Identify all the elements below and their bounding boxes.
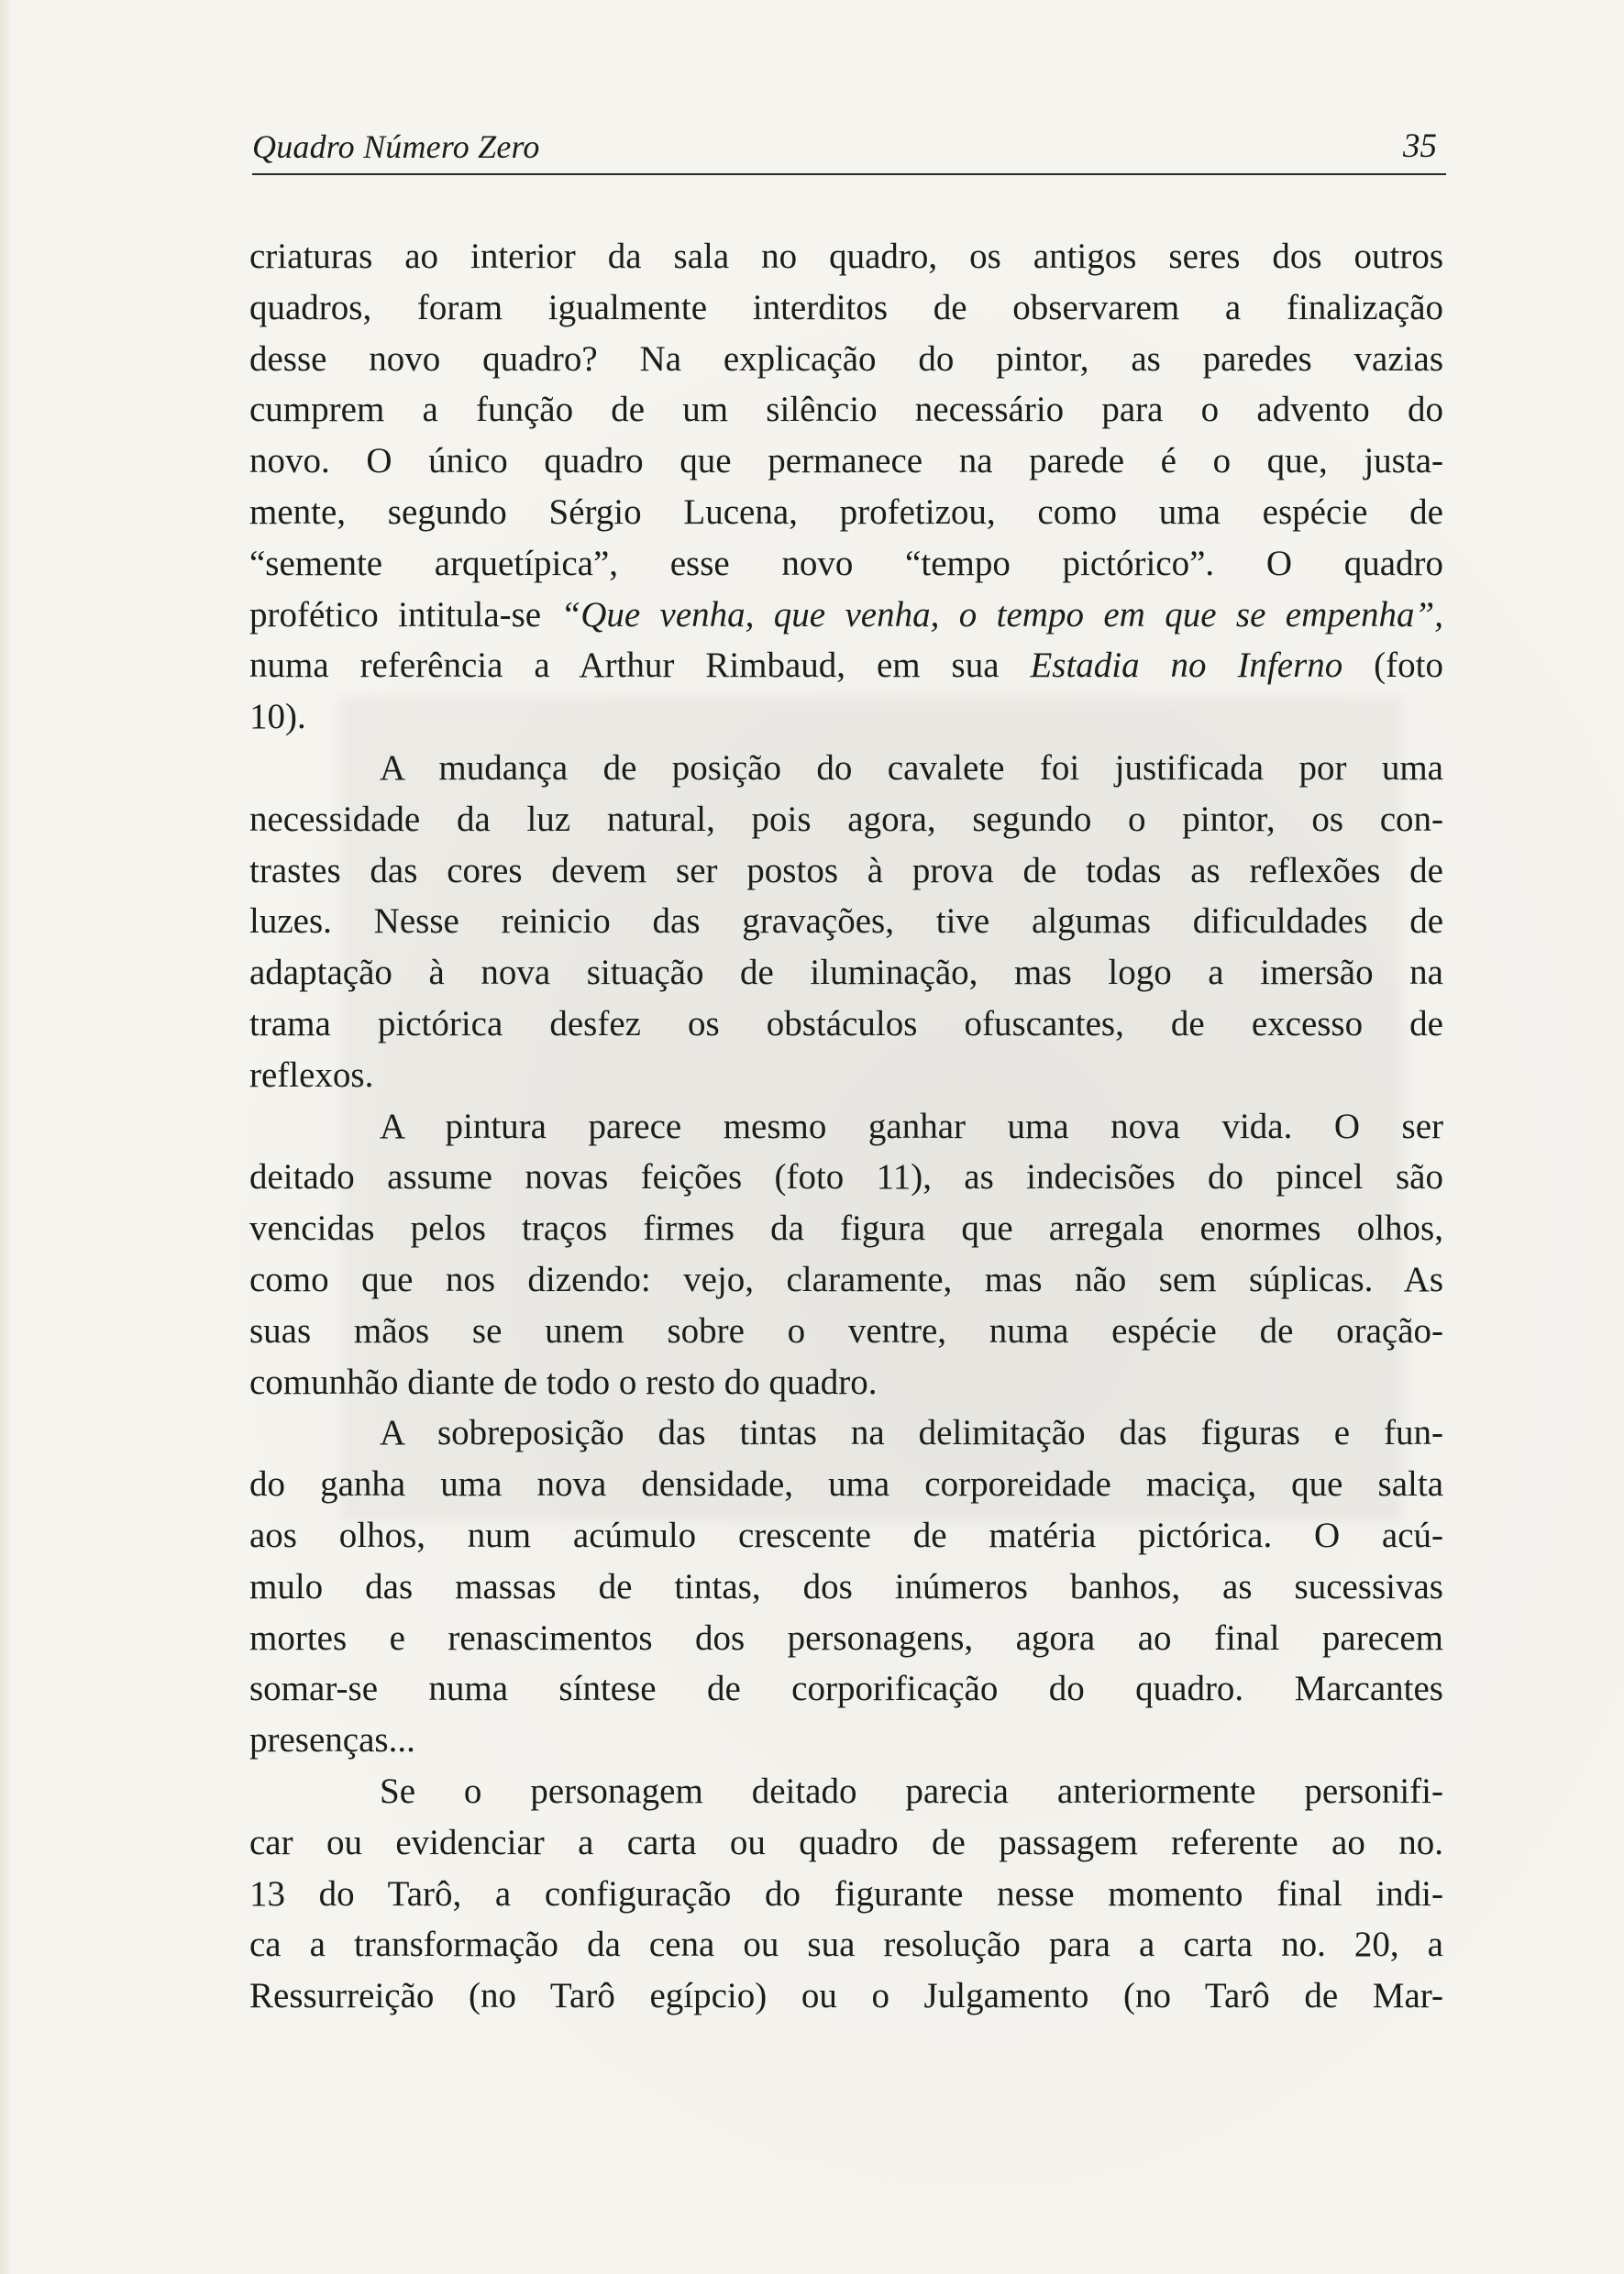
text-segment: comunhão diante de todo o resto do quadro. (249, 1362, 878, 1402)
text-line (249, 1919, 1443, 1970)
text-line (249, 538, 1443, 590)
text-line (249, 1613, 1443, 1664)
text-segment: mente, segundo Sérgio Lucena, profetizou, como uma espécie de (249, 491, 1443, 532)
text-segment: quadros, foram igualmente interditos de observarem a finalização (249, 287, 1443, 327)
text-line (249, 999, 1443, 1050)
paragraph (249, 231, 1443, 743)
text-segment: vencidas pelos traços firmes da figura que arregala enormes olhos, (249, 1209, 1443, 1249)
text-line (249, 794, 1443, 845)
text-segment: trastes das cores devem ser postos à prova de todas as reflexões de (249, 850, 1443, 890)
text-segment: presenças... (249, 1720, 415, 1761)
text-line (249, 1101, 1443, 1153)
text-line (249, 1715, 1443, 1766)
paragraph (249, 1101, 1443, 1408)
text-line (249, 282, 1443, 334)
italic-text: “Que venha, que venha, o tempo em que se empenha”, (560, 594, 1443, 635)
text-line (249, 640, 1443, 691)
text-segment: A sobreposição das tintas na delimitação das figuras e fun- (380, 1413, 1443, 1453)
text-line (249, 1766, 1443, 1817)
text-segment: reflexos. (249, 1054, 374, 1095)
text-line (249, 1970, 1443, 2022)
text-segment: profético intitula-se (249, 594, 561, 635)
text-line (249, 231, 1443, 282)
text-segment: do ganha uma nova densidade, uma corporeidade maciça, que salta (249, 1464, 1443, 1505)
text-segment: novo. O único quadro que permanece na parede é o que, justa- (249, 441, 1443, 481)
text-line (249, 1203, 1443, 1254)
paragraph (249, 743, 1443, 1101)
text-segment: trama pictórica desfez os obstáculos ofuscantes, de excesso de (249, 1003, 1443, 1043)
text-line (249, 691, 1443, 743)
text-segment: Ressurreição (no Tarô egípcio) ou o Julgamento (no Tarô de Mar- (249, 1976, 1443, 2016)
italic-text: Estadia no Inferno (1030, 646, 1343, 686)
text-segment: A mudança de posição do cavalete foi justificada por uma (380, 747, 1443, 788)
text-segment: adaptação à nova situação de iluminação, mas logo a imersão na (249, 953, 1443, 993)
text-segment: “semente arquetípica”, esse novo “tempo pictórico”. O quadro (249, 543, 1443, 583)
text-segment: cumprem a função de um silêncio necessário para o advento do (249, 390, 1443, 430)
text-line (249, 334, 1443, 385)
text-segment: deitado assume novas feições (foto 11), as indecisões do pincel são (249, 1157, 1443, 1198)
text-segment: luzes. Nesse reinicio das gravações, tive algumas dificuldades de (249, 901, 1443, 942)
text-segment: desse novo quadro? Na explicação do pintor, as paredes vazias (249, 338, 1443, 379)
running-header (252, 122, 1446, 175)
running-title: Quadro Número Zero (252, 128, 540, 165)
text-line (249, 896, 1443, 947)
text-line (249, 1459, 1443, 1510)
text-line (249, 1817, 1443, 1869)
text-segment: car ou evidenciar a carta ou quadro de passagem referente ao no. (249, 1822, 1443, 1862)
text-line (249, 1510, 1443, 1562)
text-line (249, 487, 1443, 538)
text-segment: ca a transformação da cena ou sua resolução para a carta no. 20, a (249, 1925, 1443, 1965)
text-line (249, 743, 1443, 794)
text-segment: aos olhos, num acúmulo crescente de matéria pictórica. O acú- (249, 1515, 1443, 1555)
paragraph (249, 1766, 1443, 2022)
text-segment: 13 do Tarô, a configuração do figurante nesse momento final indi- (249, 1873, 1443, 1914)
text-line (249, 947, 1443, 999)
text-line (249, 384, 1443, 436)
text-line (249, 1152, 1443, 1203)
text-line (249, 1050, 1443, 1101)
text-segment: criaturas ao interior da sala no quadro, os antigos seres dos outros (249, 237, 1443, 276)
body-text (249, 231, 1443, 2022)
text-line (249, 1407, 1443, 1459)
text-segment: (foto (1342, 646, 1443, 686)
page-binding-edge (0, 0, 13, 2274)
text-line (249, 1306, 1443, 1357)
paragraph (249, 1407, 1443, 1766)
text-segment: A pintura parece mesmo ganhar uma nova vida. O ser (380, 1106, 1443, 1146)
text-segment: somar-se numa síntese de corporificação do quadro. Marcantes (249, 1669, 1443, 1709)
page-number: 35 (1403, 127, 1437, 165)
text-segment: necessidade da luz natural, pois agora, segundo o pintor, os con- (249, 799, 1443, 839)
text-segment: como que nos dizendo: vejo, claramente, mas não sem súplicas. As (249, 1259, 1443, 1299)
text-line (249, 1562, 1443, 1613)
text-segment: numa referência a Arthur Rimbaud, em sua (249, 646, 1031, 686)
text-segment: mortes e renascimentos dos personagens, agora ao final parecem (249, 1617, 1443, 1658)
text-segment: 10). (249, 697, 306, 737)
text-line (249, 1663, 1443, 1715)
text-line (249, 845, 1443, 897)
text-line (249, 1254, 1443, 1306)
text-line (249, 590, 1443, 641)
text-line (249, 1357, 1443, 1408)
text-segment: suas mãos se unem sobre o ventre, numa espécie de oração- (249, 1310, 1443, 1351)
text-line (249, 436, 1443, 487)
text-line (249, 1869, 1443, 1920)
text-segment: mulo das massas de tintas, dos inúmeros banhos, as sucessivas (249, 1566, 1443, 1606)
text-segment: Se o personagem deitado parecia anteriormente personifi- (380, 1771, 1443, 1811)
